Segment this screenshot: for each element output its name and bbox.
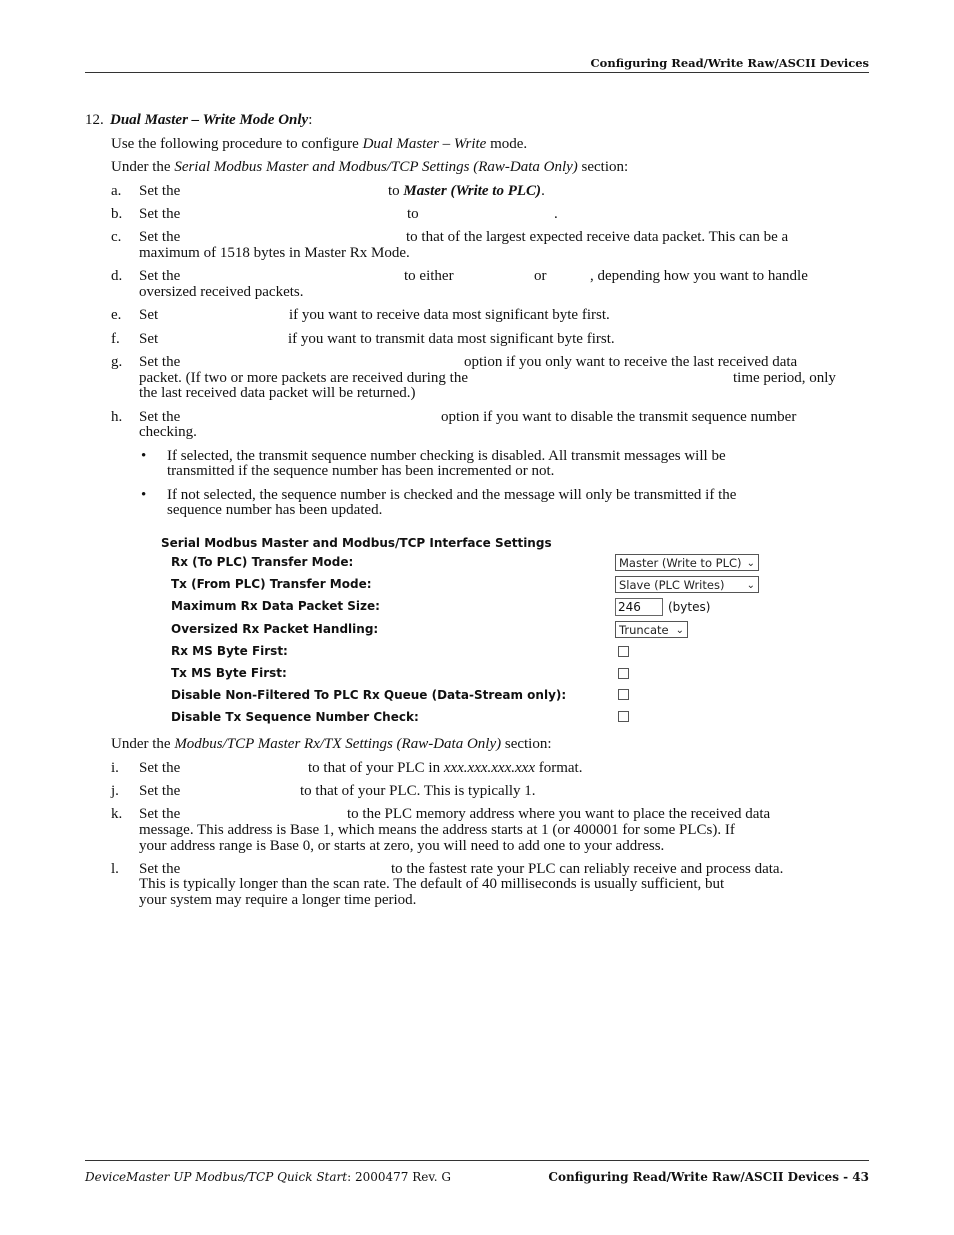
- rx-ms-byte-first-checkbox[interactable]: [618, 646, 629, 657]
- item-letter: d.: [111, 268, 123, 284]
- step-title: Dual Master – Write Mode Only: [110, 112, 309, 128]
- header-rule: [85, 72, 869, 73]
- item-d-text4: , depending how you want to handle: [590, 268, 808, 284]
- item-c-text: Set the: [139, 229, 181, 245]
- item-l-text3: This is typically longer than the scan rate. The default of 40 milliseconds is usually sufficient, but: [139, 876, 725, 892]
- rx-transfer-mode-label: Rx (To PLC) Transfer Mode:: [171, 555, 354, 569]
- item-f-text: Set: [139, 331, 159, 347]
- disable-tx-seq-check-label: Disable Tx Sequence Number Check:: [171, 710, 419, 724]
- chevron-down-icon: ⌄: [746, 558, 755, 569]
- item-h-text2: option if you want to disable the transmit sequence number: [441, 409, 797, 425]
- item-letter: l.: [111, 861, 119, 877]
- item-d-text5: oversized received packets.: [139, 284, 304, 300]
- item-a-text: Set the: [139, 183, 181, 199]
- item-e-text: Set: [139, 307, 159, 323]
- item-k-text: Set the: [139, 806, 181, 822]
- item-b-end: .: [554, 206, 558, 222]
- footer-rule: [85, 1160, 869, 1161]
- item-letter: g.: [111, 354, 123, 370]
- item-k-text2: to the PLC memory address where you want to place the received data: [347, 806, 771, 822]
- item-i-text: Set the: [139, 760, 181, 776]
- item-d-or: or: [534, 268, 547, 284]
- max-rx-packet-size-input[interactable]: 246: [615, 598, 663, 616]
- tx-ms-byte-first-label: Tx MS Byte First:: [171, 666, 287, 680]
- item-g-text4: time period, only: [733, 370, 836, 386]
- step-number: 12.: [85, 112, 104, 128]
- item-letter: i.: [111, 760, 119, 776]
- intro-line-1: Use the following procedure to configure Dual Master – Write mode.: [111, 136, 528, 152]
- item-g-text: Set the: [139, 354, 181, 370]
- item-a-value: to Master (Write to PLC).: [388, 183, 545, 199]
- item-j-text: Set the: [139, 783, 181, 799]
- bullet-2-line-2: sequence number has been updated.: [167, 502, 383, 518]
- item-g-text2: option if you only want to receive the last received data: [464, 354, 798, 370]
- disable-non-filtered-label: Disable Non-Filtered To PLC Rx Queue (Data-Stream only):: [171, 688, 567, 702]
- item-d-text: Set the: [139, 268, 181, 284]
- item-letter: j.: [111, 783, 119, 799]
- item-i-text2: to that of your PLC in xxx.xxx.xxx.xxx format.: [308, 760, 583, 776]
- item-k-text3: message. This address is Base 1, which means the address starts at 1 (or 400001 for some PLCs). If: [139, 822, 735, 838]
- max-rx-packet-size-label: Maximum Rx Data Packet Size:: [171, 599, 380, 613]
- rx-ms-byte-first-label: Rx MS Byte First:: [171, 644, 288, 658]
- item-c-text3: maximum of 1518 bytes in Master Rx Mode.: [139, 245, 410, 261]
- item-e-text2: if you want to receive data most significant byte first.: [289, 307, 610, 323]
- item-h-text3: checking.: [139, 424, 197, 440]
- item-d-text2: to either: [404, 268, 454, 284]
- item-letter: k.: [111, 806, 123, 822]
- item-l-text: Set the: [139, 861, 181, 877]
- tx-transfer-mode-select[interactable]: Slave (PLC Writes) ⌄: [615, 576, 759, 593]
- bullet-1-line-1: If selected, the transmit sequence number checking is disabled. All transmit messages will be: [167, 448, 726, 464]
- intro-line-2: Under the Serial Modbus Master and Modbus/TCP Settings (Raw-Data Only) section:: [111, 159, 629, 175]
- bullet-1-line-2: transmitted if the sequence number has been incremented or not.: [167, 463, 555, 479]
- item-j-text2: to that of your PLC. This is typically 1.: [300, 783, 536, 799]
- rx-transfer-mode-select[interactable]: Master (Write to PLC) ⌄: [615, 554, 759, 571]
- item-h-text: Set the: [139, 409, 181, 425]
- footer-left: DeviceMaster UP Modbus/TCP Quick Start: 2000477 Rev. G: [85, 1170, 451, 1184]
- item-letter: b.: [111, 206, 123, 222]
- item-letter: c.: [111, 229, 122, 245]
- item-letter: h.: [111, 409, 123, 425]
- bytes-unit-label: (bytes): [668, 600, 711, 614]
- item-g-text5: the last received data packet will be returned.): [139, 385, 416, 401]
- item-k-text4: your address range is Base 0, or starts at zero, you will need to add one to your address.: [139, 838, 665, 854]
- bullet-icon: •: [141, 448, 147, 464]
- item-b-text: Set the: [139, 206, 181, 222]
- item-b-to: to: [407, 206, 419, 222]
- item-l-text2: to the fastest rate your PLC can reliably receive and process data.: [391, 861, 784, 877]
- oversized-rx-handling-label: Oversized Rx Packet Handling:: [171, 622, 379, 636]
- disable-tx-seq-check-checkbox[interactable]: [618, 711, 629, 722]
- step-title-line: Dual Master – Write Mode Only:: [110, 112, 313, 128]
- item-letter: f.: [111, 331, 120, 347]
- item-g-text3: packet. (If two or more packets are received during the: [139, 370, 469, 386]
- running-header: Configuring Read/Write Raw/ASCII Devices: [590, 56, 869, 70]
- item-c-text2: to that of the largest expected receive data packet. This can be a: [406, 229, 789, 245]
- tx-ms-byte-first-checkbox[interactable]: [618, 668, 629, 679]
- item-letter: a.: [111, 183, 122, 199]
- disable-non-filtered-checkbox[interactable]: [618, 689, 629, 700]
- item-f-text2: if you want to transmit data most significant byte first.: [288, 331, 615, 347]
- chevron-down-icon: ⌄: [675, 625, 684, 636]
- settings-title: Serial Modbus Master and Modbus/TCP Interface Settings: [161, 536, 552, 550]
- item-l-text4: your system may require a longer time period.: [139, 892, 417, 908]
- oversized-rx-handling-select[interactable]: Truncate ⌄: [615, 621, 688, 638]
- footer-right: Configuring Read/Write Raw/ASCII Devices - 43: [548, 1170, 869, 1184]
- tx-transfer-mode-label: Tx (From PLC) Transfer Mode:: [171, 577, 372, 591]
- chevron-down-icon: ⌄: [746, 580, 755, 591]
- bullet-2-line-1: If not selected, the sequence number is checked and the message will only be transmitted if the: [167, 487, 737, 503]
- bullet-icon: •: [141, 487, 147, 503]
- item-letter: e.: [111, 307, 122, 323]
- section2-intro: Under the Modbus/TCP Master Rx/TX Settings (Raw-Data Only) section:: [111, 736, 552, 752]
